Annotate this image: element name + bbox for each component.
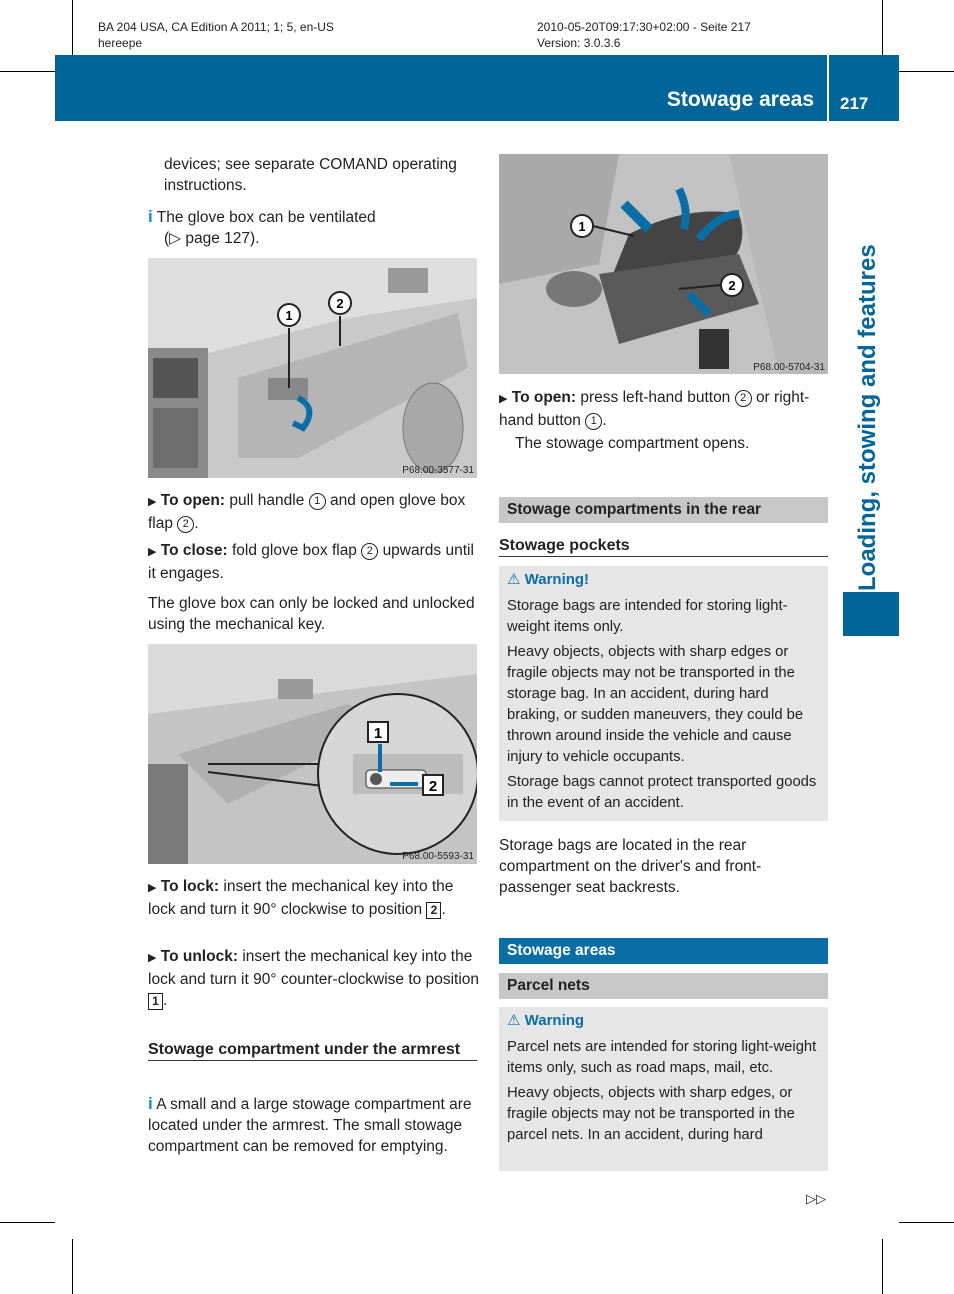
warning-title: ⚠ Warning! (507, 571, 590, 588)
bullet-icon: ▶ (148, 882, 157, 894)
parcel-nets-heading: Parcel nets (499, 973, 828, 999)
warning-title: ⚠ Warning (507, 1012, 585, 1029)
meta-version: Version: 3.0.3.6 (537, 36, 621, 50)
meta-edition: BA 204 USA, CA Edition A 2011; 1; 5, en-US (98, 20, 334, 34)
page-number: 217 (840, 94, 869, 113)
image1-marker-2: 2 (336, 296, 344, 311)
image3-marker-2: 2 (728, 278, 736, 293)
crop-mark (882, 0, 883, 55)
info-ventilated-link[interactable]: (▷ page 127). (164, 230, 260, 247)
glove-box-image (148, 258, 477, 478)
image1-marker-1: 1 (285, 308, 293, 323)
chapter-tab (843, 592, 899, 636)
lock-paragraph: The glove box can only be locked and unlocked using the mechanical key. (148, 595, 475, 633)
crop-mark (899, 1222, 954, 1223)
step-unlock: ▶ To unlock: insert the mechanical key into the lock and turn it 90° counter-clockwise to position 1 . (148, 948, 480, 1009)
stowage-areas-heading: Stowage areas (499, 938, 828, 964)
image2-marker-1: 1 (373, 725, 383, 742)
storage-bags-paragraph: Storage bags are located in the rear compartment on the driver's and front-passenger seat backrests. (499, 837, 762, 896)
image3-code: P68.00-5704-31 (753, 362, 825, 373)
image2-code: P68.00-5593-31 (402, 851, 474, 862)
info-ventilated-line1: The glove box can be ventilated (156, 209, 376, 226)
warning-box-parcel-nets (499, 1007, 828, 1171)
image2-marker-2: 2 (428, 778, 438, 795)
armrest-image (499, 154, 828, 374)
crop-mark (882, 1239, 883, 1294)
bullet-icon: ▶ (148, 496, 157, 508)
step-lock: ▶ To lock: insert the mechanical key into the lock and turn it 90° clockwise to position 2 . (148, 878, 454, 918)
warning-triangle-icon: ⚠ (507, 1012, 521, 1029)
crop-mark (72, 1239, 73, 1294)
meta-left (98, 19, 334, 51)
bullet-icon: ▶ (499, 393, 508, 405)
info-icon: i (148, 1094, 153, 1113)
stowage-pockets-heading: Stowage pockets (499, 535, 828, 557)
crop-mark (0, 71, 55, 72)
warning-box-pockets (499, 566, 828, 821)
continue-icon: ▷▷ (806, 1191, 826, 1206)
compartment-opens: The stowage compartment opens. (515, 435, 750, 452)
chapter-title: Loading, stowing and features (854, 244, 881, 592)
step-open-glovebox: ▶ To open: pull handle 1 and open glove box flap 2 . (148, 492, 466, 532)
image1-code: P68.00-3577-31 (402, 465, 474, 476)
meta-user: hereepe (98, 36, 143, 50)
rear-compartments-heading: Stowage compartments in the rear (499, 497, 828, 523)
info-ventilated (148, 206, 478, 249)
crop-mark (72, 0, 73, 55)
warning-text: Parcel nets are intended for storing light-weight items only, such as road maps, mail, etc. Heavy objects, objects with sharp edges, or fragile objects may not be transported in the parcel nets. In an accident, during hard (507, 1039, 817, 1143)
page-title: Stowage areas (666, 88, 814, 111)
header-divider (827, 55, 829, 121)
armrest-heading: Stowage compartment under the armrest (148, 1039, 477, 1061)
step-close-glovebox: ▶ To close: fold glove box flap 2 upwards until it engages. (148, 542, 474, 582)
bullet-icon: ▶ (148, 952, 157, 964)
image3-marker-1: 1 (578, 219, 586, 234)
warning-triangle-icon: ⚠ (507, 571, 521, 588)
crop-mark (899, 71, 954, 72)
meta-right (537, 19, 751, 51)
info-icon: i (148, 207, 153, 226)
bullet-icon: ▶ (148, 546, 157, 558)
warning-text: Storage bags are intended for storing light-weight items only. Heavy objects, objects with sharp edges or fragile objects may not be transported in the storage bag. In an accident, during hard braking, or sudden maneuvers, they could be thrown around inside the vehicle and cause injury to vehicle occupants. Storage bags cannot protect transported goods in the event of an accident. (507, 598, 817, 811)
intro-text: devices; see separate COMAND operating instructions. (164, 156, 457, 194)
step-open-armrest: ▶ To open: press left-hand button 2 or right-hand button 1 . (499, 389, 810, 429)
info-armrest: i A small and a large stowage compartment are located under the armrest. The small stowage compartment can be removed for emptying. (148, 1094, 472, 1155)
meta-timestamp: 2010-05-20T09:17:30+02:00 - Seite 217 (537, 20, 751, 34)
crop-mark (0, 1222, 55, 1223)
glove-box-lock-image (148, 644, 477, 864)
